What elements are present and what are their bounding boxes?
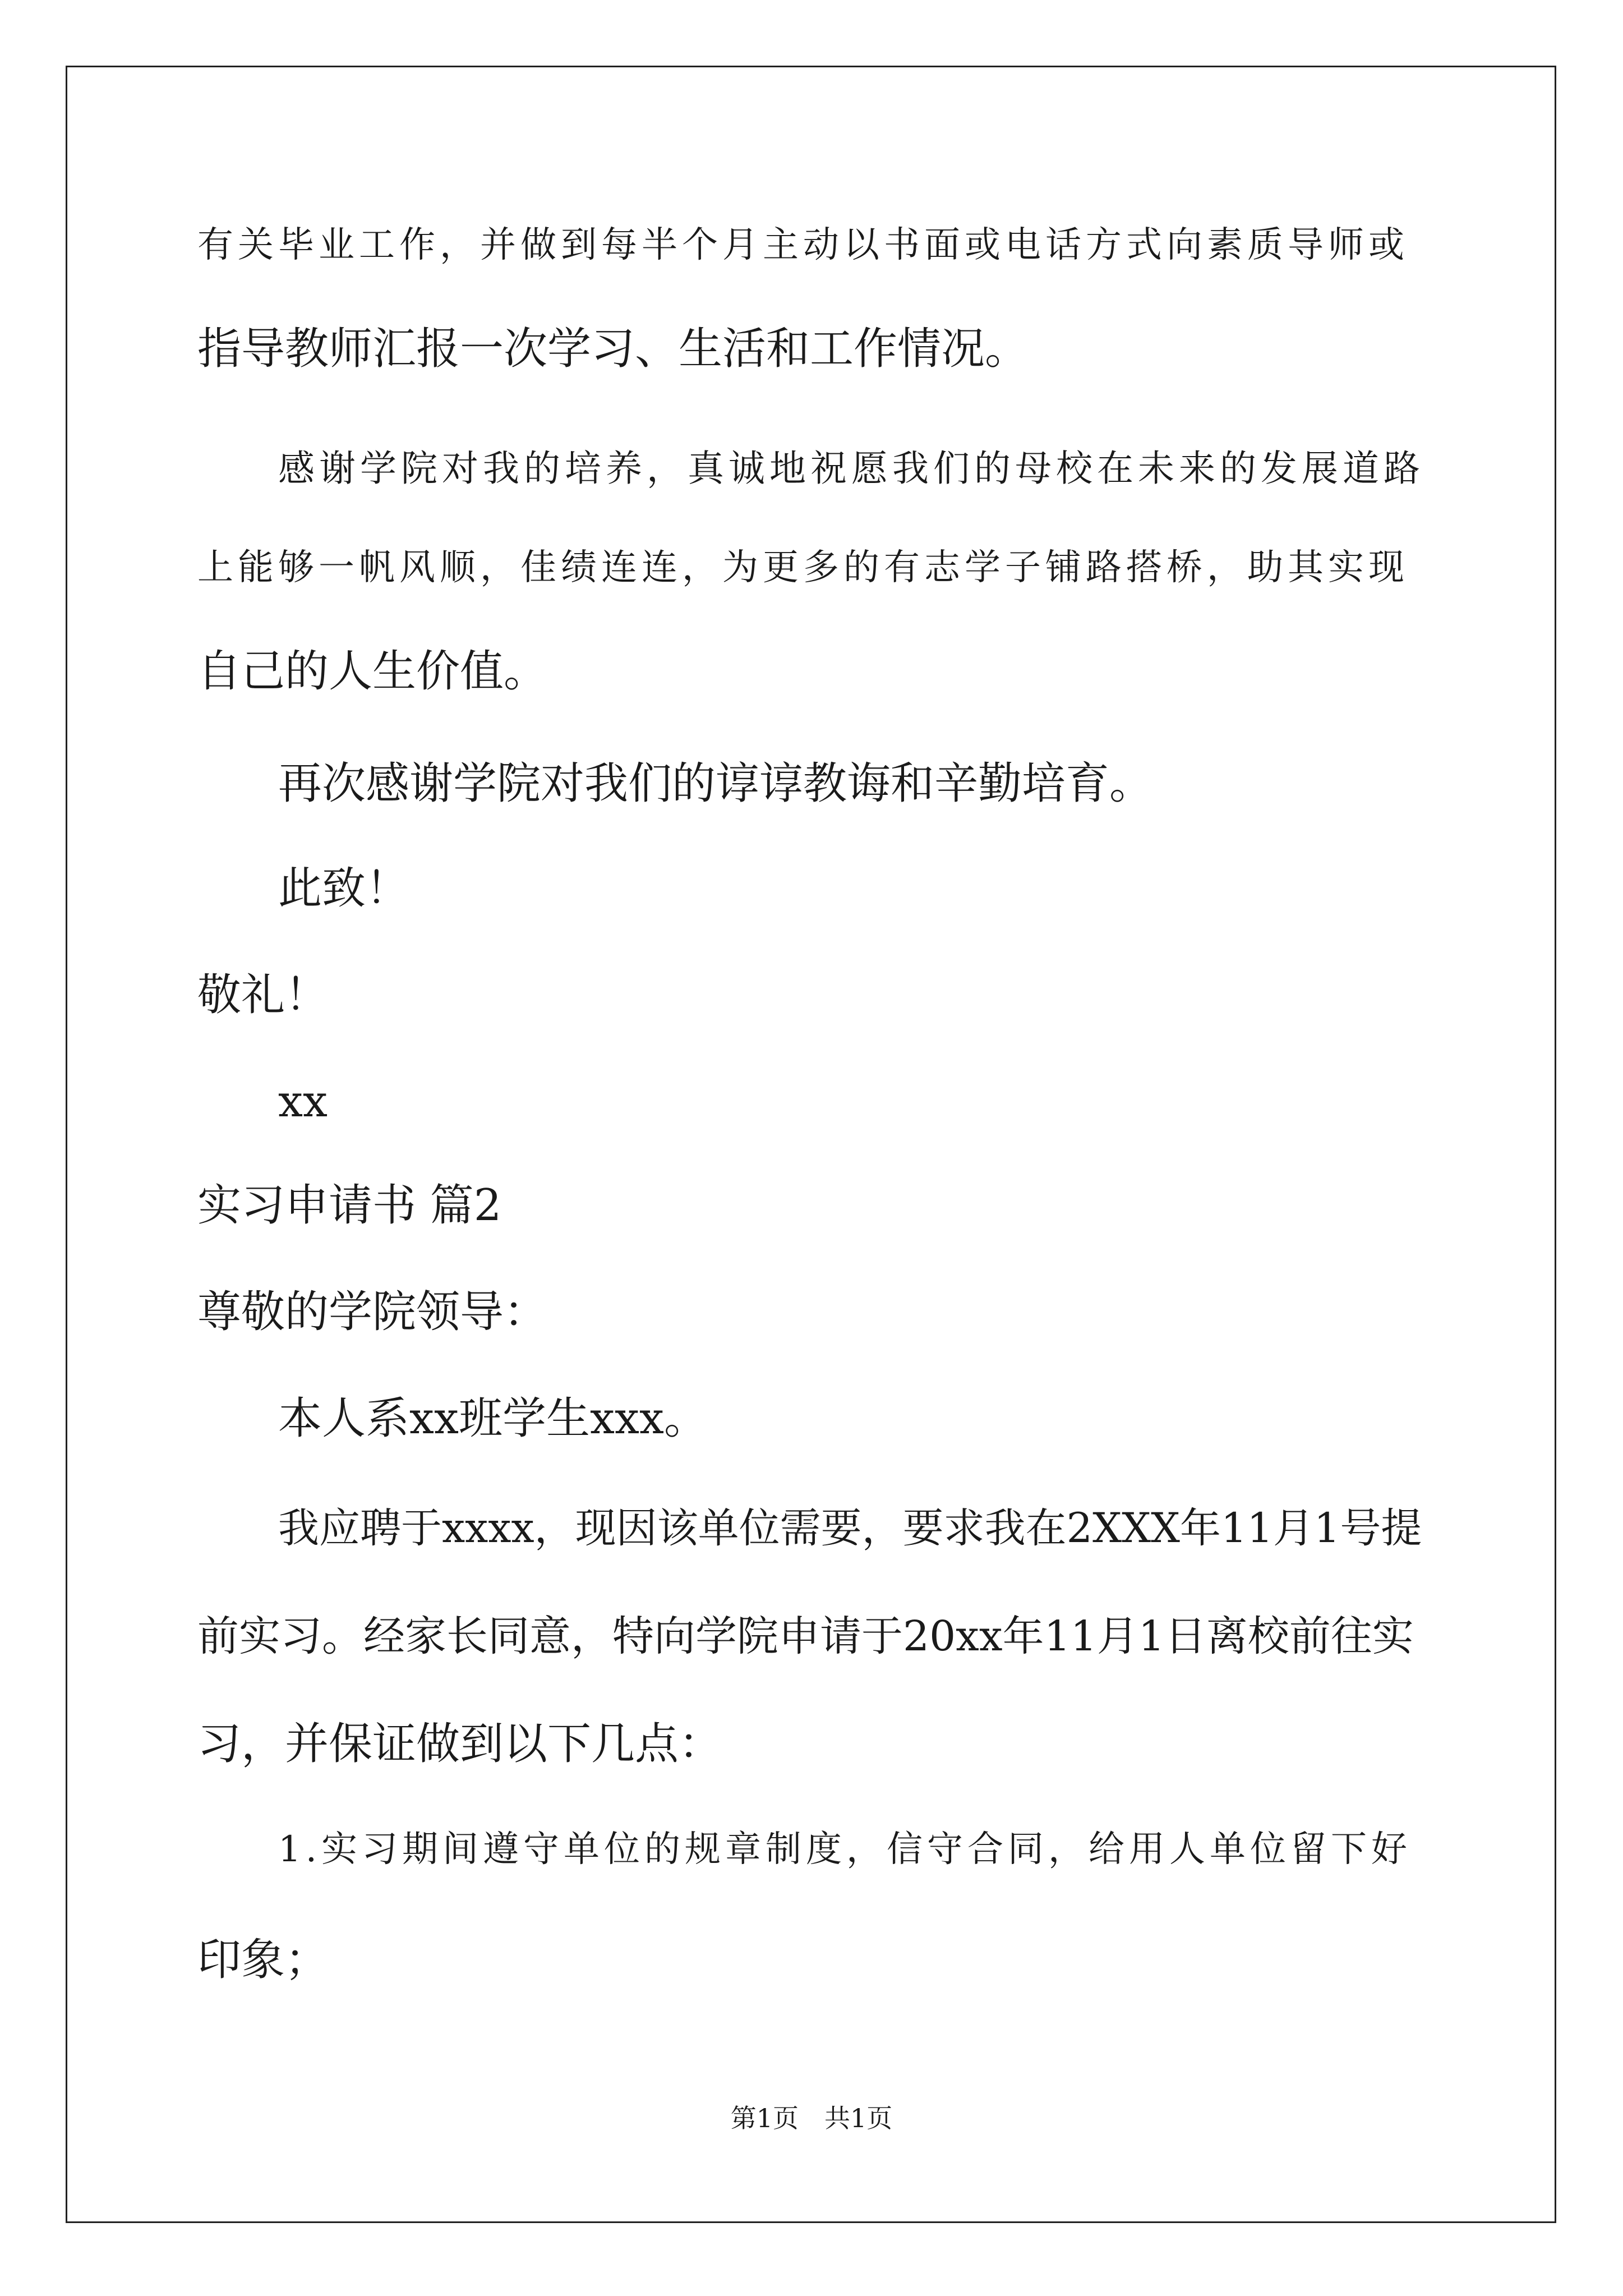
paragraph-line: 感谢学院对我的培养，真诚地祝愿我们的母校在未来的发展道路 <box>278 448 1425 490</box>
paragraph-line: 再次感谢学院对我们的谆谆教诲和辛勤培育。 <box>278 758 1154 809</box>
paragraph-line: 我应聘于xxxx，现因该单位需要，要求我在2XXX年11月1号提 <box>278 1504 1422 1552</box>
paragraph-line: 有关毕业工作，并做到每半个月主动以书面或电话方式向素质导师或 <box>197 224 1409 266</box>
page-border <box>66 66 1556 2223</box>
paragraph-line: 上能够一帆风顺，佳绩连连，为更多的有志学子铺路搭桥，助其实现 <box>197 547 1409 588</box>
paragraph-line: 习，并保证做到以下几点： <box>197 1719 723 1769</box>
paragraph-line: 指导教师汇报一次学习、生活和工作情况。 <box>197 324 1029 374</box>
salutation-line: 此致！ <box>278 863 410 914</box>
paragraph-line: 本人系xx班学生xxx。 <box>278 1393 708 1444</box>
salutation-line: 敬礼！ <box>197 970 329 1020</box>
signature-line: xx <box>278 1076 328 1127</box>
page-footer: 第1页 共1页 <box>730 2103 893 2133</box>
section-heading: 实习申请书 篇2 <box>197 1180 502 1231</box>
greeting-line: 尊敬的学院领导： <box>197 1287 548 1337</box>
paragraph-line: 前实习。经家长同意，特向学院申请于20xx年11月1日离校前往实 <box>197 1612 1414 1660</box>
list-item-line: 1.实习期间遵守单位的规章制度，信守合同，给用人单位留下好 <box>278 1829 1412 1870</box>
list-item-line: 印象； <box>197 1935 329 1985</box>
paragraph-line: 自己的人生价值。 <box>197 646 548 697</box>
